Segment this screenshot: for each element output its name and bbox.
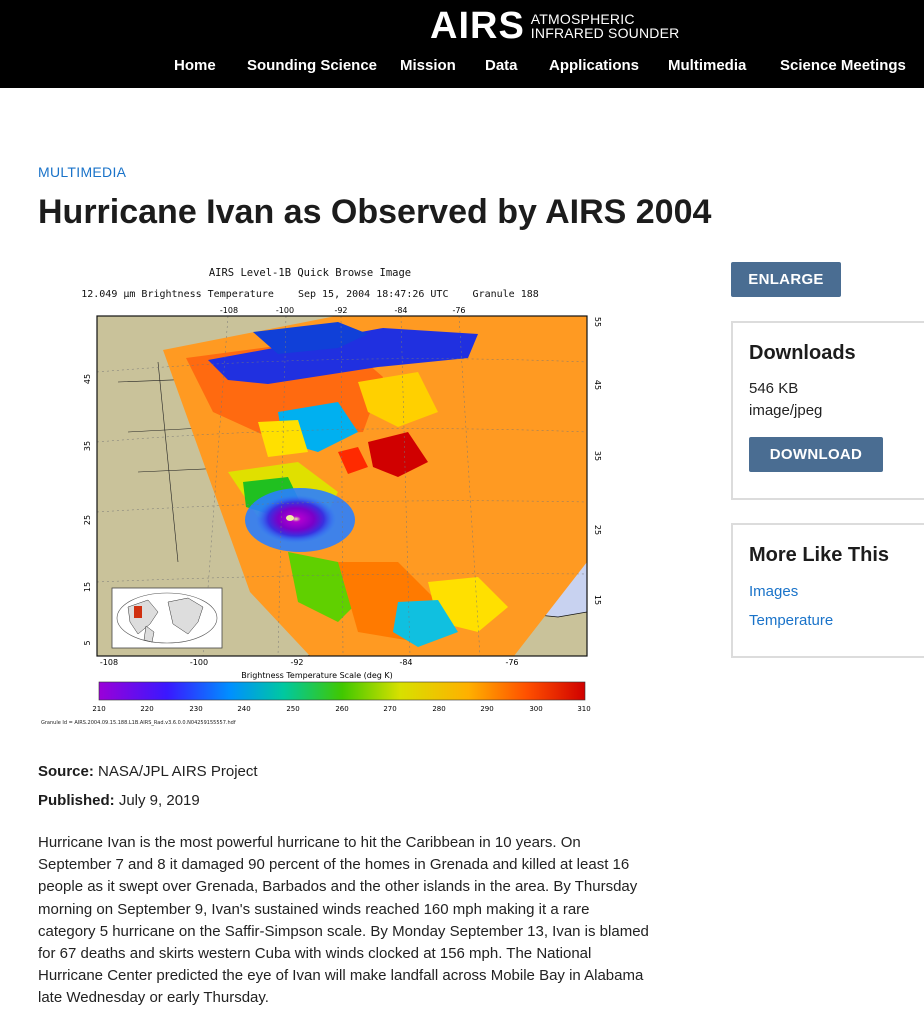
world-inset-map xyxy=(112,588,222,648)
scale-tick: 260 xyxy=(335,705,349,713)
scale-tick: 300 xyxy=(529,705,543,713)
file-type: image/jpeg xyxy=(749,402,823,419)
logo-line-1: ATMOSPHERIC xyxy=(530,11,635,27)
lon-top-label: -108 xyxy=(219,306,239,315)
lon-bottom-label: -92 xyxy=(290,658,304,667)
hurricane-image[interactable] xyxy=(38,262,602,732)
page-title: Hurricane Ivan as Observed by AIRS 2004 xyxy=(38,193,712,231)
figure-subtitle: 12.049 μm Brightness Temperature Sep 15, 2004 18:47:26 UTC Granule 188 xyxy=(81,289,539,300)
nav-data[interactable]: Data xyxy=(485,57,518,74)
file-size: 546 KB xyxy=(749,380,799,397)
lon-top-label: -84 xyxy=(394,306,408,315)
scale-tick: 230 xyxy=(189,705,203,713)
site-header xyxy=(0,0,924,88)
published-value: July 9, 2019 xyxy=(118,792,200,809)
nav-science-meetings[interactable]: Science Meetings xyxy=(780,57,906,74)
enlarge-button[interactable]: ENLARGE xyxy=(731,262,841,297)
nav-mission[interactable]: Mission xyxy=(400,57,456,74)
nav-sounding-science[interactable]: Sounding Science xyxy=(247,57,378,74)
scale-label: Brightness Temperature Scale (deg K) xyxy=(241,671,393,680)
hurricane-eye xyxy=(286,515,294,521)
scale-tick: 290 xyxy=(480,705,494,713)
lon-bottom-label: -100 xyxy=(189,658,209,667)
color-scale-bar xyxy=(99,682,585,700)
lat-left-label: 25 xyxy=(83,514,92,526)
lat-left-label: 5 xyxy=(83,640,92,646)
lon-top-label: -92 xyxy=(334,306,348,315)
lon-bottom-label: -108 xyxy=(99,658,119,667)
airs-logo[interactable] xyxy=(430,6,679,46)
nav-applications[interactable]: Applications xyxy=(549,57,640,74)
scale-tick: 250 xyxy=(286,705,300,713)
lat-right-label: 25 xyxy=(593,524,602,536)
downloads-heading: Downloads xyxy=(749,342,856,364)
granule-id: Granule Id = AIRS.2004.09.15.188.L1B.AIRS_Rad.v3.6.0.0.N04259155557.hdf xyxy=(41,720,236,726)
source-value: NASA/JPL AIRS Project xyxy=(98,763,258,780)
scale-tick: 310 xyxy=(577,705,591,713)
lat-right-label: 15 xyxy=(593,594,602,606)
description: Hurricane Ivan is the most powerful hurricane to hit the Caribbean in 10 years. On September 7 and 8 it damaged 90 percent of the homes in Grenada and killed at least 16 people as it swept over Grenada, Barbados and the other islands in the area. By Thursday morning on September 9, Ivan's sustained winds reached 160 mph making it a rare category 5 hurricane on the Saffir-Simpson scale. By Monday September 13, Ivan is blamed for 67 deaths and skirts western Cuba with winds clocked at 156 mph. The National Hurricane Center predicted the eye of Ivan will make landfall across Mobile Bay in Alabama late Wednesday or early Thursday. xyxy=(38,834,649,1007)
scale-tick: 240 xyxy=(237,705,251,713)
more-like-this-panel xyxy=(731,523,924,658)
lat-left-label: 35 xyxy=(83,440,92,452)
logo-line-2: INFRARED SOUNDER xyxy=(530,25,680,41)
published-line xyxy=(38,792,200,809)
lon-top-label: -100 xyxy=(275,306,295,315)
lon-bottom-label: -76 xyxy=(505,658,519,667)
lat-left-label: 15 xyxy=(83,581,92,593)
scale-ticks xyxy=(92,705,590,713)
more-like-this-heading: More Like This xyxy=(749,544,890,566)
scale-tick: 270 xyxy=(383,705,397,713)
airs-quick-browse-figure xyxy=(38,262,602,732)
section-kicker[interactable]: MULTIMEDIA xyxy=(38,164,127,180)
nav-multimedia[interactable]: Multimedia xyxy=(668,57,747,74)
scale-tick: 210 xyxy=(92,705,106,713)
lat-left-label: 45 xyxy=(83,373,92,385)
map-area xyxy=(97,316,587,656)
logo-subtitle xyxy=(531,12,680,40)
lon-top-label: -76 xyxy=(452,306,466,315)
source-label: Source: xyxy=(38,763,94,780)
lat-right-label: 45 xyxy=(593,379,602,391)
logo-mark: AIRS xyxy=(430,5,525,47)
source-line xyxy=(38,763,258,780)
link-temperature[interactable]: Temperature xyxy=(749,612,834,629)
download-button[interactable]: DOWNLOAD xyxy=(749,437,883,472)
figure-title: AIRS Level-1B Quick Browse Image xyxy=(208,267,412,279)
scale-tick: 220 xyxy=(140,705,154,713)
scale-tick: 280 xyxy=(432,705,446,713)
lon-bottom-label: -84 xyxy=(399,658,413,667)
downloads-panel xyxy=(731,321,924,500)
main-nav xyxy=(0,56,924,78)
lat-right-label: 35 xyxy=(593,450,602,462)
published-label: Published: xyxy=(38,792,115,809)
nav-home[interactable]: Home xyxy=(174,57,216,74)
link-images[interactable]: Images xyxy=(749,583,799,600)
lat-right-label: 55 xyxy=(593,316,602,328)
